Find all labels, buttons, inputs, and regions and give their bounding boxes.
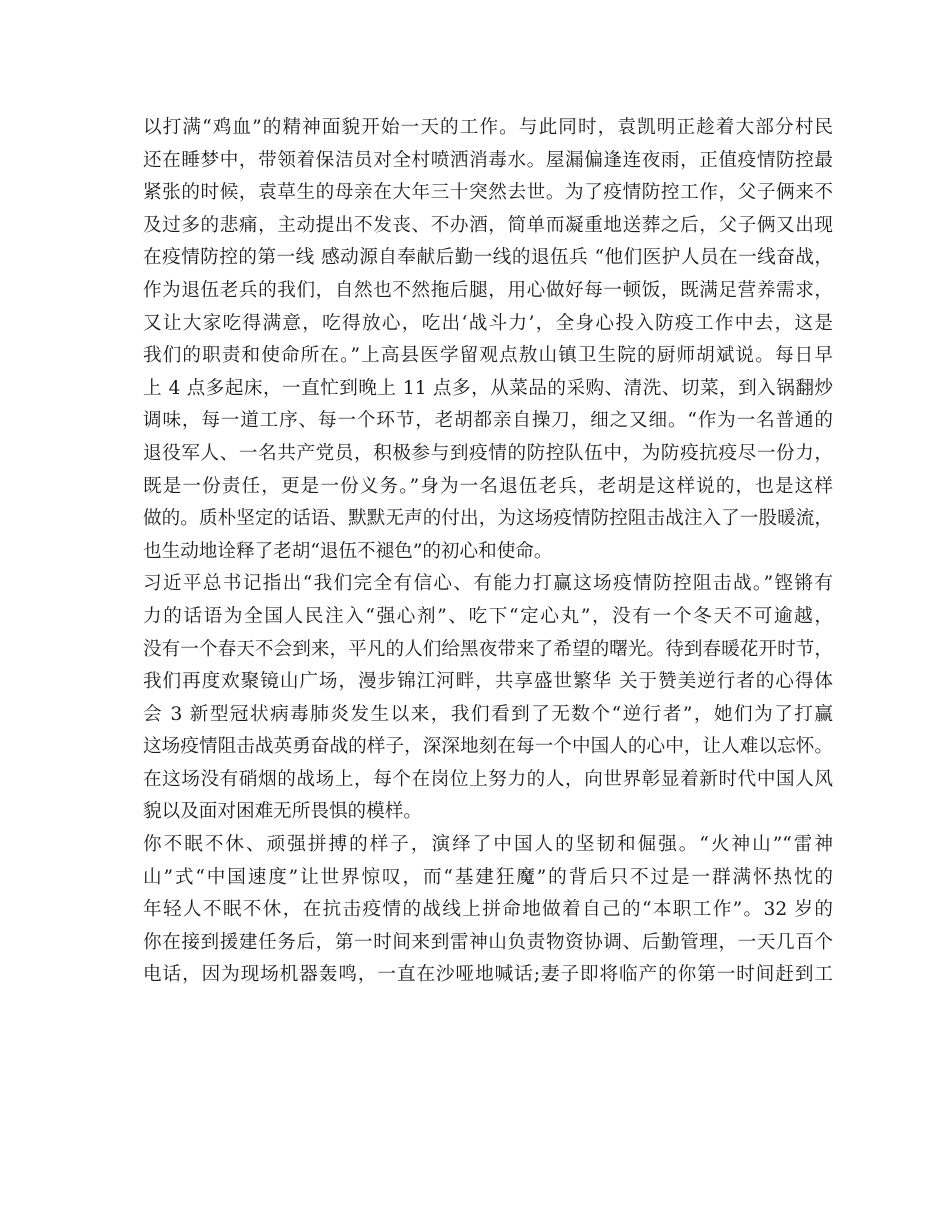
text-line-22: 貌以及面对困难无所畏惧的模样。 [143,801,422,823]
text-line-1: 以打满“鸡血”的精神面貌开始一天的工作。与此同时，袁凯明正趁着大部分村民 [143,117,833,138]
text-line-8: 我们的职责和使命所在。”上高县医学留观点敖山镇卫生院的厨师胡斌说。每日早 [143,345,833,367]
text-line-2: 还在睡梦中，带领着保洁员对全村喷洒消毒水。屋漏偏逢连夜雨，正值疫情防控最 [143,149,833,171]
text-line-21: 在这场没有硝烟的战场上，每个在岗位上努力的人，向世界彰显着新时代中国人风 [143,768,833,790]
text-line-18: 我们再度欢聚镜山广场，漫步锦江河畔，共享盛世繁华 关于赞美逆行者的心得体 [143,671,833,693]
text-line-11: 退役军人、一名共产党员，积极参与到疫情的防控队伍中，为防疫抗疫尽一份力， [143,442,833,464]
text-line-12: 既是一份责任，更是一份义务。”身为一名退伍老兵，老胡是这样说的，也是这样 [143,475,833,497]
text-line-3: 紧张的时候，袁草生的母亲在大年三十突然去世。为了疫情防控工作，父子俩来不 [143,182,833,204]
text-line-15: 习近平总书记指出“我们完全有信心、有能力打赢这场疫情防控阻击战。”铿锵有 [143,573,833,595]
text-line-7: 又让大家吃得满意，吃得放心，吃出‘战斗力’，全身心投入防疫工作中去，这是 [143,312,833,334]
text-line-14: 也生动地诠释了老胡“退伍不褪色”的初心和使命。 [143,540,553,562]
text-line-6: 作为退伍老兵的我们，自然也不然拖后腿，用心做好每一顿饭，既满足营养需求， [143,279,833,301]
text-line-24: 山”式“中国速度”让世界惊叹，而“基建狂魔”的背后只不过是一群满怀热忱的 [143,866,833,888]
text-line-5: 在疫情防控的第一线 感动源自奉献后勤一线的退伍兵 “他们医护人员在一线奋战， [143,247,833,269]
document-body [143,112,833,992]
text-line-10: 调味，每一道工序、每一个环节，老胡都亲自操刀，细之又细。“作为一名普通的 [143,410,833,432]
text-line-16: 力的话语为全国人民注入“强心剂”、吃下“定心丸”，没有一个冬天不可逾越， [143,605,833,627]
text-line-27: 电话，因为现场机器轰鸣，一直在沙哑地喊话;妻子即将临产的你第一时间赶到工 [143,964,833,986]
text-line-13: 做的。质朴坚定的话语、默默无声的付出，为这场疫情防控阻击战注入了一股暖流， [143,508,833,530]
text-line-19: 会 3 新型冠状病毒肺炎发生以来，我们看到了无数个“逆行者”，她们为了打赢 [143,703,833,725]
text-line-26: 你在接到援建任务后，第一时间来到雷神山负责物资协调、后勤管理，一天几百个 [143,931,833,953]
text-line-17: 没有一个春天不会到来，平凡的人们给黑夜带来了希望的曙光。待到春暖花开时节， [143,638,833,660]
text-line-20: 这场疫情阻击战英勇奋战的样子，深深地刻在每一个中国人的心中，让人难以忘怀。 [143,736,833,758]
text-line-9: 上 4 点多起床，一直忙到晚上 11 点多，从菜品的采购、清洗、切菜，到入锅翻炒 [143,377,833,399]
text-line-25: 年轻人不眠不休，在抗击疫情的战线上拼命地做着自己的“本职工作”。32 岁的 [143,899,833,921]
text-line-4: 及过多的悲痛，主动提出不发丧、不办酒，简单而凝重地送葬之后，父子俩又出现 [143,214,833,236]
text-line-23: 你不眠不休、顽强拼搏的样子，演绎了中国人的坚韧和倔强。“火神山”“雷神 [143,834,833,856]
